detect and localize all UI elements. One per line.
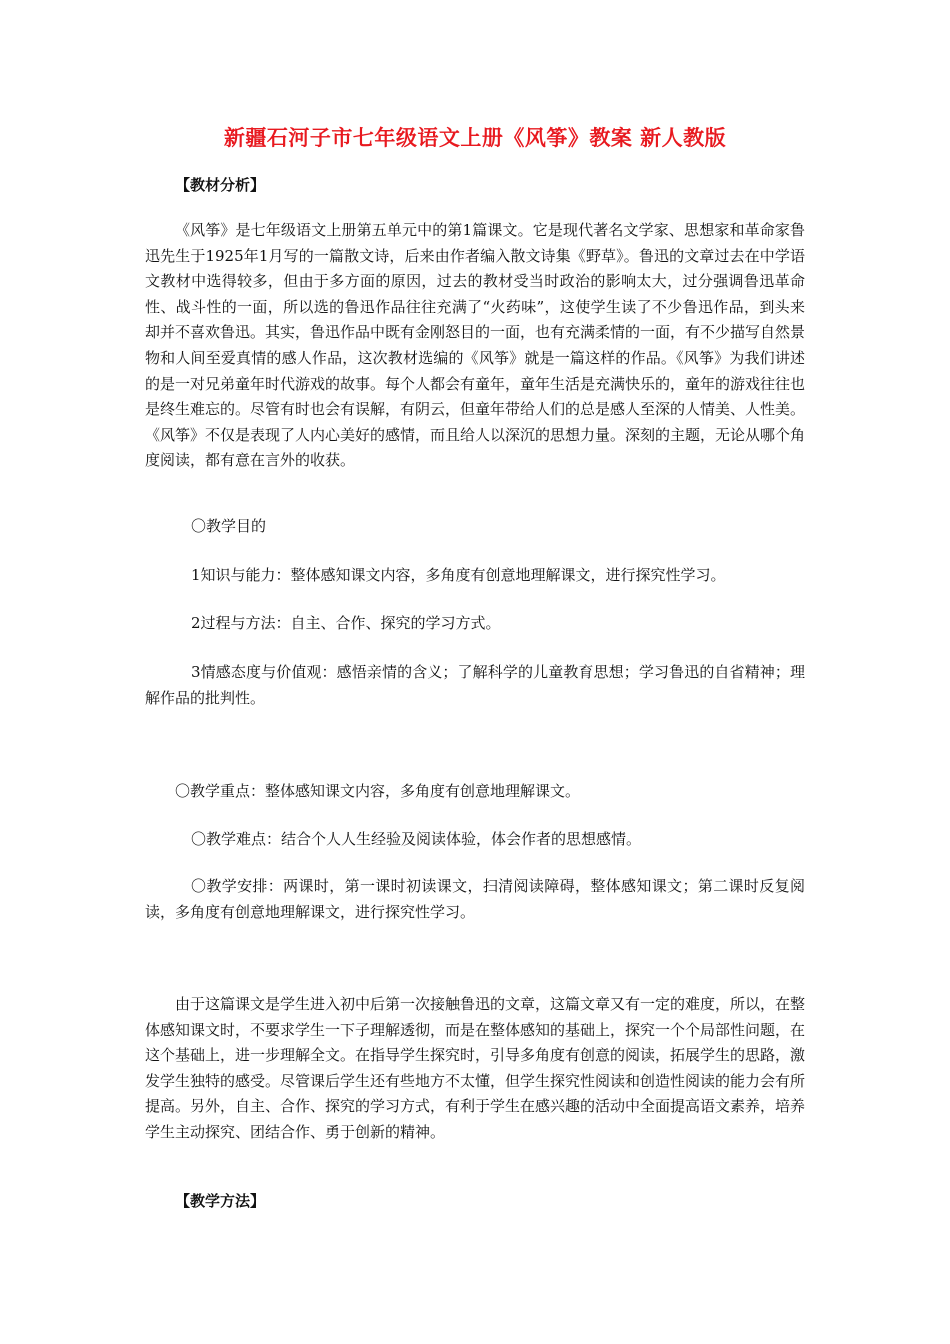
objective-2: 2过程与方法：自主、合作、探究的学习方式。: [191, 614, 501, 632]
section-heading-method: 【教学方法】: [175, 1192, 266, 1210]
section-heading-analysis: 【教材分析】: [175, 176, 266, 194]
teaching-key-point: 〇教学重点：整体感知课文内容，多角度有创意地理解课文。: [175, 782, 581, 800]
objective-3: 3情感态度与价值观：感悟亲情的含义；了解科学的儿童教育思想；学习鲁迅的自省精神；理解作品的批判性。: [145, 663, 805, 707]
objective-1: 1知识与能力：整体感知课文内容，多角度有创意地理解课文，进行探究性学习。: [191, 566, 726, 584]
objectives-heading: 〇教学目的: [191, 517, 267, 535]
teaching-arrangement: 〇教学安排：两课时，第一课时初读课文，扫清阅读障碍，整体感知课文；第二课时反复阅读，多角度有创意地理解课文，进行探究性学习。: [145, 877, 805, 921]
document-title: 新疆石河子市七年级语文上册《风筝》教案 新人教版: [223, 126, 727, 150]
rationale-paragraph: 由于这篇课文是学生进入初中后第一次接触鲁迅的文章，这篇文章又有一定的难度，所以，在整体感知课文时，不要求学生一下子理解透彻，而是在整体感知的基础上，探究一个个局部性问题，在这个基础上，进一步理解全文。在指导学生探究时，引导多角度有创意的阅读，拓展学生的思路，激发学生独特的感受。尽管课后学生还有些地方不太懂，但学生探究性阅读和创造性阅读的能力会有所提高。另外，自主、合作、探究的学习方式，有利于学生在感兴趣的活动中全面提高语文素养，培养学生主动探究、团结合作、勇于创新的精神。: [145, 995, 806, 1141]
teaching-difficulty: 〇教学难点：结合个人人生经验及阅读体验，体会作者的思想感情。: [191, 830, 642, 848]
analysis-paragraph: 《风筝》是七年级语文上册第五单元中的第1篇课文。它是现代著名文学家、思想家和革命家鲁迅先生于1925年1月写的一篇散文诗，后来由作者编入散文诗集《野草》。鲁迅的文章过去在中学语文教材中选得较多，但由于多方面的原因，过去的教材受当时政治的影响太大，过分强调鲁迅革命性、战斗性的一面，所以选的鲁迅作品往往充满了“火药味”，这使学生读了不少鲁迅作品，到头来却并不喜欢鲁迅。其实，鲁迅作品中既有金刚怒目的一面，也有充满柔情的一面，有不少描写自然景物和人间至爱真情的感人作品，这次教材选编的《风筝》就是一篇这样的作品。《风筝》为我们讲述的是一对兄弟童年时代游戏的故事。每个人都会有童年，童年生活是充满快乐的，童年的游戏往往也是终生难忘的。尽管有时也会有误解，有阴云，但童年带给人们的总是感人至深的人情美、人性美。《风筝》不仅是表现了人内心美好的感情，而且给人以深沉的思想力量。深刻的主题，无论从哪个角度阅读，都有意在言外的收获。: [145, 221, 806, 470]
